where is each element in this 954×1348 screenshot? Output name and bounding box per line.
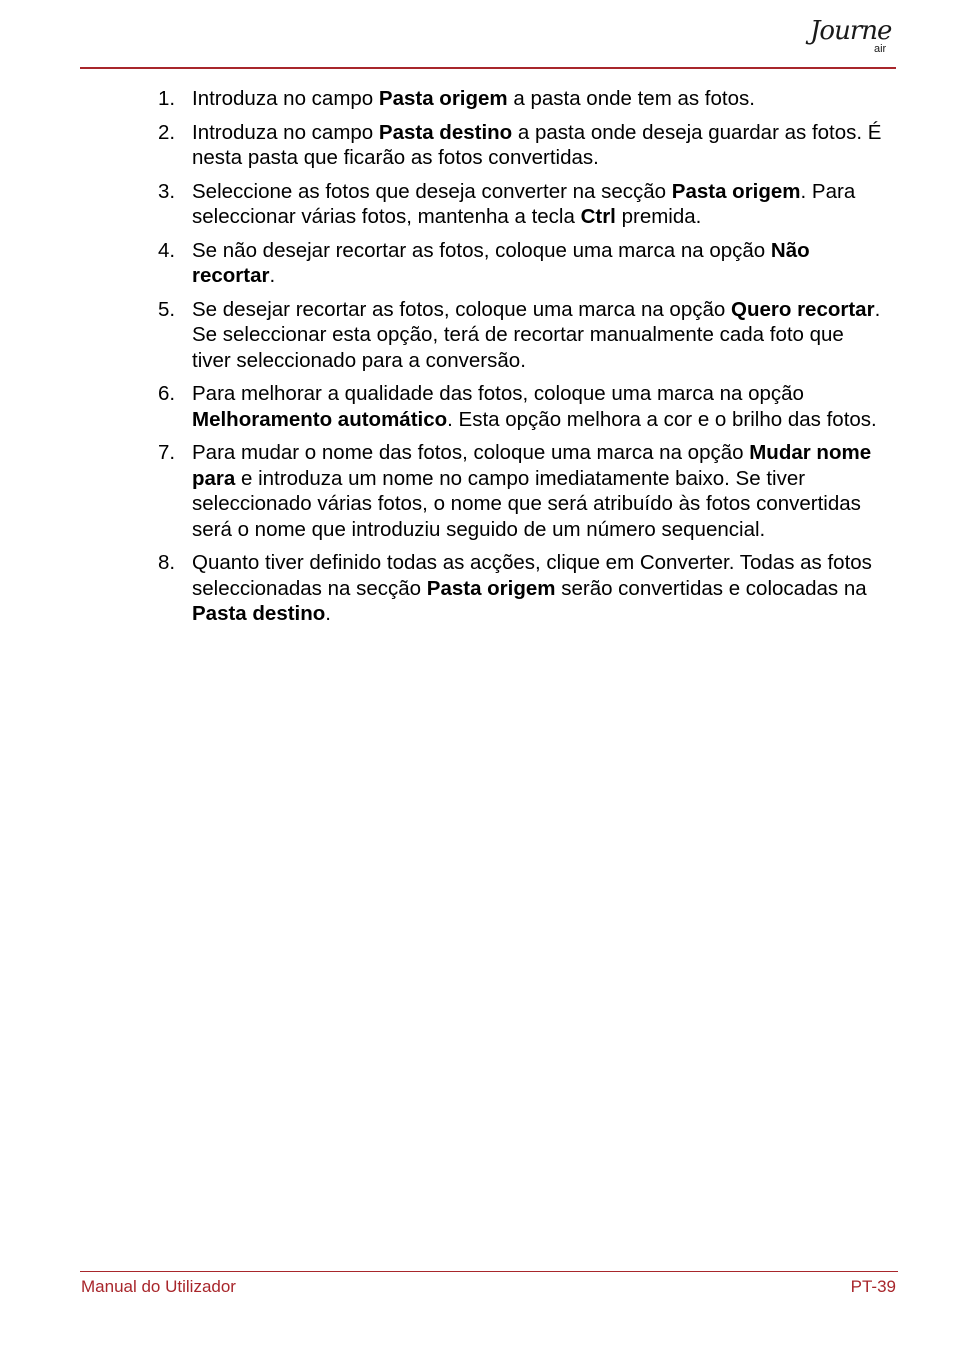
bold-term: Melhoramento automático (192, 407, 448, 431)
text-run: premida. (615, 205, 702, 228)
text-run: Se desejar recortar as fotos, coloque uma marca na opção (192, 297, 731, 321)
text-run: a pasta onde tem as fotos. (507, 87, 755, 110)
bold-term: Mudar nome para (192, 441, 872, 490)
list-item-number: 8. (158, 551, 176, 574)
list-item-number: 4. (158, 238, 176, 262)
page-number: PT-39 (850, 1277, 896, 1296)
text-run: . (325, 602, 331, 625)
text-run: Quanto tiver definido todas as acções, clique em Converter. Todas as fotos seleccionadas na secção (192, 551, 872, 600)
text-run: . (269, 264, 276, 287)
list-item-number: 3. (158, 179, 176, 203)
logo-sub: air (874, 43, 887, 55)
logo-script (810, 16, 891, 46)
bold-term: Não recortar (192, 238, 810, 287)
bold-term: Pasta destino (192, 602, 326, 625)
header-rule (80, 67, 896, 69)
bold-term: Pasta origem (426, 576, 556, 600)
list-item (158, 238, 883, 289)
list-item (158, 297, 883, 374)
brand-logo (800, 10, 900, 66)
list-item (158, 440, 883, 542)
text-run: Se não desejar recortar as fotos, coloque uma marca na opção (192, 238, 771, 262)
footer-manual-title: Manual do Utilizador (81, 1277, 236, 1296)
bold-term: Pasta destino (378, 120, 513, 144)
text-run: e introduza um nome no campo imediatamente baixo. Se tiver seleccionado várias fotos, o nome que será atribuído às fotos convertidas será o nome que introduziu seguido de um número sequencial. (192, 466, 861, 541)
text-run: Seleccione as fotos que deseja converter na secção (192, 179, 672, 203)
text-run: a pasta onde deseja guardar as fotos. É nesta pasta que ficarão as fotos convertidas. (192, 120, 882, 169)
list-item-number: 6. (158, 382, 176, 405)
list-item-number: 1. (158, 87, 176, 110)
text-run: . Esta opção melhora a cor e o brilho das fotos. (447, 407, 877, 431)
bold-term: Pasta origem (671, 179, 801, 203)
text-run: Introduza no campo (192, 87, 379, 110)
text-run: . Se seleccionar esta opção, terá de recortar manualmente cada foto que tiver seleccionado para a conversão. (192, 297, 881, 372)
list-item-number: 5. (158, 297, 176, 321)
footer-rule (80, 1271, 898, 1272)
list-item (158, 179, 883, 230)
text-run: Para melhorar a qualidade das fotos, coloque uma marca na opção (192, 382, 804, 405)
list-item (158, 550, 883, 627)
text-run: serão convertidas e colocadas na (555, 576, 867, 600)
list-item (158, 381, 883, 432)
list-item (158, 120, 883, 171)
list-item (158, 86, 883, 112)
logo-script-text: Journe (810, 16, 892, 46)
text-run: Introduza no campo (192, 120, 379, 144)
list-item-number: 2. (158, 120, 176, 144)
instruction-list (158, 86, 883, 635)
bold-term: Ctrl (580, 205, 616, 228)
bold-term: Pasta origem (378, 87, 508, 110)
text-run: Para mudar o nome das fotos, coloque uma marca na opção (192, 441, 750, 464)
bold-term: Quero recortar (731, 297, 875, 321)
text-run: . Para seleccionar várias fotos, mantenha a tecla (192, 179, 856, 228)
list-item-number: 7. (158, 441, 176, 464)
